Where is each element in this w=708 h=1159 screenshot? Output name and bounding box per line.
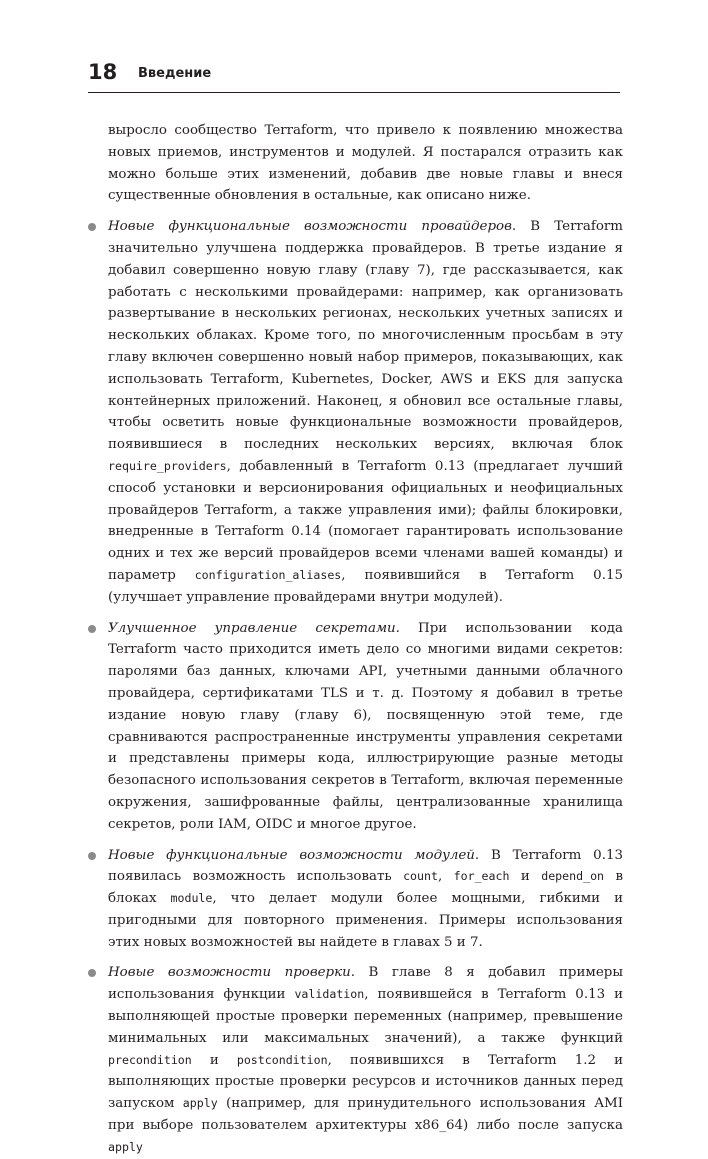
intro-paragraph: выросло сообщество Terraform, что привело к появлению множества новых приемов, инструментов и модулей. Я постарался отразить как можно больше этих изменений, добавив две новые главы и внеся существенные обновления в остальные, как описано ниже. xyxy=(108,123,623,204)
bullet-item-validation xyxy=(108,962,623,1158)
code-term: module xyxy=(170,891,213,906)
bullet-icon xyxy=(88,625,96,633)
code-term: apply xyxy=(182,1096,218,1111)
bullet-lead: Новые функциональные возможности провайдеров xyxy=(108,219,512,235)
code-term: precondition xyxy=(108,1052,192,1067)
bullet-item-secrets xyxy=(108,618,623,836)
code-term: apply xyxy=(108,1139,143,1154)
bullet-text: , появившийся в Terraform 0.15 (улучшает управление провайдерами внутри модулей). xyxy=(108,567,623,605)
bullet-lead: Новые функциональные возможности модулей xyxy=(108,847,475,863)
bullet-item-modules xyxy=(108,845,623,954)
bullet-icon xyxy=(88,223,96,231)
running-head: Введение xyxy=(138,66,212,81)
code-term: configuration_aliases xyxy=(194,567,342,582)
bullet-text: , xyxy=(437,869,454,885)
bullet-icon xyxy=(88,969,96,977)
bullet-text: , появившейся в Terraform 0.13 и выполняющей простые проверки переменных (например, превышение минимальных или максимальных значений), а также функций xyxy=(108,987,623,1046)
page-body xyxy=(108,120,623,1159)
code-term: require_providers xyxy=(108,458,227,473)
bullet-text: в блоках xyxy=(108,869,623,907)
code-term: depend_on xyxy=(541,869,605,884)
bullet-text: . При использовании кода Terraform часто приходится иметь дело со многими видами секретов: паролями баз данных, ключами API, учетными данными облачного провайдера, сертификатами TLS и т. д. Поэтому я добавил в третье издание новую главу (главу 6), посвященную этой теме, где сравниваются распространенные инструменты управления секретами и представлены примеры кода, иллюстрирующие разные методы безопасного использования секретов в Terraform, включая переменные окружения, зашифрованные файлы, централизованные хранилища секретов, роли IAM, OIDC и многое другое. xyxy=(108,620,623,832)
bullet-text: . В Terraform 0.13 появилась возможность использовать xyxy=(108,847,623,885)
bullet-icon xyxy=(88,852,96,860)
page-header xyxy=(88,58,620,93)
bullet-text: (например, для принудительного использования AMI при выборе пользователем архитектуры x86_64) либо после запуска xyxy=(108,1096,624,1134)
bullet-text: и xyxy=(509,869,542,885)
code-term: count xyxy=(403,869,438,884)
code-term: for_each xyxy=(453,869,510,884)
bullet-text: , появившихся в Terraform 1.2 и выполняющих простые проверки ресурсов и источников данных перед запуском xyxy=(108,1052,623,1112)
bullet-text: . В главе 8 я добавил примеры использования функции xyxy=(108,965,623,1003)
bullet-text: , что делает модули более мощными, гибкими и пригодными для повторного применения. Примеры использования этих новых возможностей вы найдете в главах 5 и 7. xyxy=(108,891,623,950)
bullet-lead: Улучшенное управление секретами xyxy=(108,620,396,636)
bullet-text: . В Terraform значительно улучшена поддержка провайдеров. В третье издание я добавил совершенно новую главу (главу 7), где рассказывается, как работать с несколькими провайдерами: например, как организовать развертывание в нескольких регионах, нескольких учетных записях и нескольких облаках. Кроме того, по многочисленным просьбам в эту главу включен совершенно новый набор примеров, показывающих, как использовать Terraform, Kubernetes, Docker, AWS и EKS для запуска контейнерных приложений. Наконец, я обновил все остальные главы, чтобы осветить новые функциональные возможности провайдеров, появившиеся в последних нескольких версиях, включая блок xyxy=(108,219,624,453)
bullet-text: , добавленный в Terraform 0.13 (предлагает лучший способ установки и версионирования официальных и неофициальных провайдеров Terraform, а также управления ими); файлы блокировки, внедренные в Terraform 0.14 (помогает гарантировать использование одних и тех же версий провайдеров всеми членами вашей команды) и параметр xyxy=(108,458,623,583)
bullet-item-providers xyxy=(108,216,623,608)
page-number: 18 xyxy=(88,60,118,84)
code-term: validation xyxy=(294,987,365,1002)
code-term: postcondition xyxy=(236,1052,328,1067)
bullet-text: и xyxy=(191,1052,237,1068)
bullet-lead: Новые возможности проверки xyxy=(108,965,351,981)
